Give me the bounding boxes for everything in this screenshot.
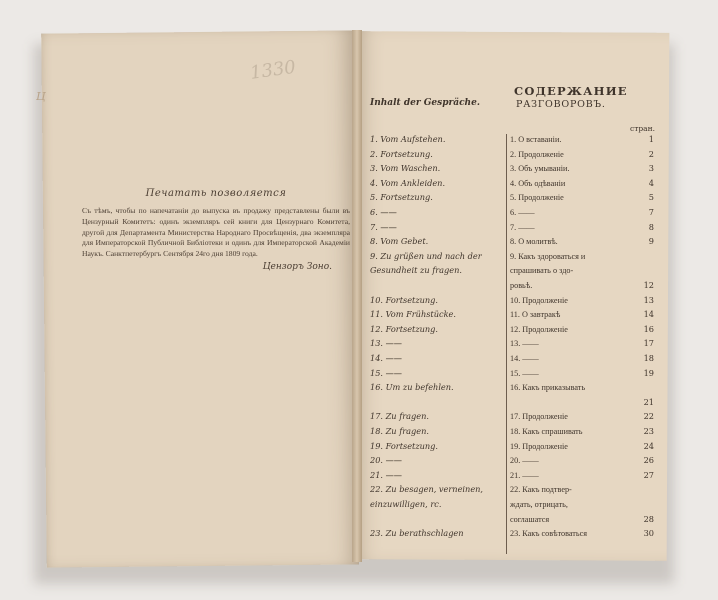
censor-title: Печатать позволяется [145,188,287,199]
toc-row [370,134,660,145]
toc-entry-russian: 22. Какъ подтвер- [510,485,572,495]
toc-entry-german: 5. Fortsetzung. [370,192,433,203]
toc-entry-russian: 7. —— [510,222,535,232]
toc-entry-german: 11. Vom Frühstücke. [370,309,456,320]
toc-page-number: 12 [643,280,654,290]
toc-row [370,455,660,466]
toc-entry-german: 20. —— [370,455,402,466]
toc-page-number: 22 [643,411,654,422]
toc-entry-russian: соглашатся [510,514,550,524]
toc-entry-russian: 6. —— [510,208,535,217]
toc-entry-german: 10. Fortsetzung. [370,294,439,305]
toc-entry-russian: 13. —— [510,339,539,349]
toc-page-number: 21 [643,396,654,407]
toc-page-number: 9 [648,236,654,247]
censor-body: Съ тѣмъ, чтобы по напечатаніи до выпуска въ продажу представлены были въ Цензурный Комитетъ: одинъ экземпляръ сей книги для Цензурнаго Комитета, другой для Департамента Министерства Народнаго Просвѣщенія, два экземпляра для Императорской Публичной Библіотеки и одинъ для Императорской Академіи Наукъ. Санктпетербургъ Сентября 24го дня 1809 года. [82,206,350,259]
toc-entry-german: 23. Zu berathschlagen [370,528,464,539]
toc-page-number: 16 [643,323,654,334]
toc-entry-german: 12. Fortsetzung. [370,323,439,334]
toc-row [370,280,660,291]
toc-entry-russian: 9. Какъ здороваться и [510,251,586,261]
toc-page-number: 13 [643,294,654,305]
toc-row [370,382,660,393]
toc-page-number: 4 [648,177,654,188]
toc-entry-german: 1. Vom Aufstehen. [370,134,446,144]
russian-title: СОДЕРЖАНИЕ [514,84,628,98]
toc-entry-russian: ждать, отрицать, [510,500,568,509]
toc-entry-german: 17. Zu fragen. [370,411,429,422]
toc-page-number: 27 [643,469,654,480]
toc-row [370,222,660,233]
toc-page-number: 28 [643,513,654,524]
toc-page-number: 2 [648,148,654,159]
toc-entry-russian: 20. —— [510,456,539,466]
toc-row [370,251,660,262]
toc-row [370,528,660,539]
toc-row [370,397,660,408]
toc-entry-russian: 23. Какъ совѣтоваться [510,529,588,539]
corner-mark: Ц [36,90,46,103]
toc-entry-german: 7. —— [370,221,397,232]
library-stamp: 1330 [248,56,298,84]
toc-entry-russian: 16. Какъ приказывать [510,383,586,393]
toc-page-number: 19 [643,367,654,378]
toc-entry-german: 22. Zu besagen, verneinen, [370,484,484,495]
toc-entry-russian: 15. —— [510,368,539,378]
book-spine [352,30,362,562]
toc-entry-german: 13. —— [370,338,402,349]
toc-entry-russian: 11. О завтракѣ [510,310,561,320]
toc-entry-russian: 8. О молитвѣ. [510,237,558,247]
toc-page-number: 5 [648,192,654,203]
toc-row [370,163,660,174]
toc-entry-russian: 10. Продолженіе [510,295,568,305]
toc-entry-russian: 3. Объ умываніи. [510,164,570,174]
toc-page-number: 24 [643,440,654,451]
censor-approval [82,188,350,272]
toc-entry-russian: 18. Какъ спрашивать [510,427,583,436]
toc-row [370,309,660,320]
toc-entry-german: 2. Fortsetzung. [370,148,433,159]
toc-row [370,192,660,203]
toc-entry-german: 21. —— [370,469,402,480]
toc-row [370,499,660,510]
toc-row [370,265,660,276]
toc-entry-russian: 4. Объ одѣваніи [510,178,566,188]
toc-entry-german: Gesundheit zu fragen. [370,265,462,276]
censor-signature: Цензоръ Зоно. [262,261,332,272]
toc-entry-russian: ровьѣ. [510,281,533,290]
toc-entry-russian: 14. —— [510,354,539,363]
toc-row [370,411,660,422]
toc-entry-german: 16. Um zu befehlen. [370,382,454,393]
toc-row [370,353,660,364]
toc-row [370,149,660,160]
toc-row [370,514,660,525]
toc-row [370,368,660,379]
toc-page-number: 17 [643,338,654,349]
toc-row [370,207,660,218]
toc-entry-russian: 21. —— [510,470,539,480]
toc-row [370,324,660,335]
toc-entry-russian: 5. Продолженіе [510,193,564,203]
toc-page-number: 8 [648,221,654,232]
toc-row [370,426,660,437]
toc-entry-german: 19. Fortsetzung. [370,440,439,451]
toc-entry-german: 9. Zu grüßen und nach der [370,250,482,261]
toc-entry-german: 3. Vom Waschen. [370,163,441,174]
toc-entry-russian: 12. Продолженіе [510,324,568,334]
toc-entry-german: 15. —— [370,367,402,378]
toc-row [370,295,660,306]
german-title: Inhalt der Gespräche. [370,98,480,108]
page-column-header: стран. [630,124,656,133]
toc-entry-german: 6. —— [370,207,397,217]
toc-row [370,178,660,189]
toc-page-number: 23 [643,426,654,436]
toc-row [370,441,660,452]
toc-entry-german: 14. —— [370,353,402,363]
toc-entry-russian: 1. О вставаніи. [510,135,562,144]
toc-entry-german: 4. Vom Ankleiden. [370,177,446,188]
toc-row [370,338,660,349]
toc-entry-russian: 19. Продолженіе [510,441,568,451]
toc-page-number: 14 [643,309,654,320]
toc-entry-german: einzuwilligen, rc. [370,499,442,509]
toc-entry-russian: 17. Продолженіе [510,412,568,422]
left-page [41,30,359,567]
toc-entry-russian: 2. Продолженіе [510,149,564,159]
toc-page-number: 18 [643,353,654,363]
toc-page-number: 30 [643,528,654,539]
russian-subtitle: РАЗГОВОРОВЪ. [516,99,606,110]
toc-page-number: 1 [648,134,654,144]
toc-row [370,484,660,495]
toc-row [370,470,660,481]
toc-page-number: 26 [643,455,654,466]
toc-page-number: 3 [648,163,654,174]
toc-entry-russian: спрашивать о здо- [510,266,574,276]
toc-entry-german: 8. Vom Gebet. [370,236,429,247]
toc-entry-german: 18. Zu fragen. [370,426,429,436]
toc-page-number: 7 [648,207,654,217]
toc-row [370,236,660,247]
